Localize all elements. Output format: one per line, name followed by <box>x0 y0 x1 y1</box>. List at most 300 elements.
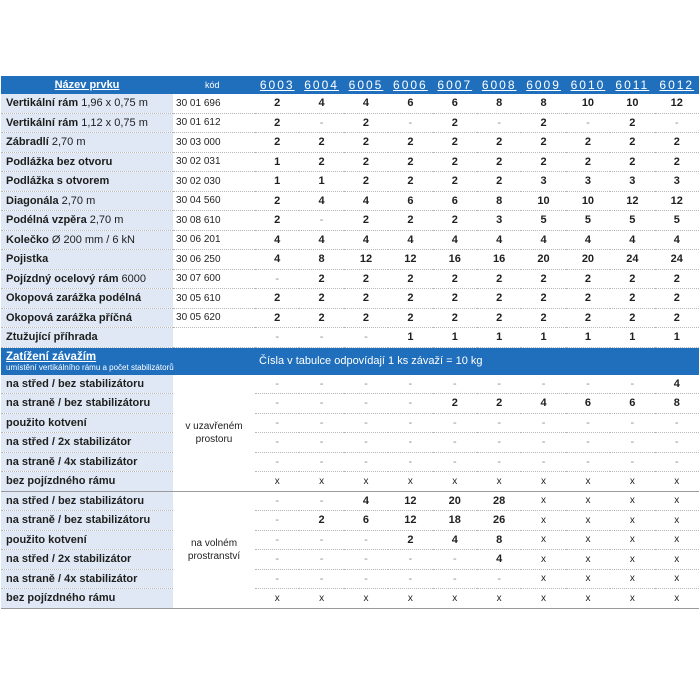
component-code: 30 06 201 <box>173 230 255 250</box>
value-cell-6004: x <box>299 472 343 492</box>
value-cell-6007: 2 <box>433 394 477 414</box>
value-cell-6003: - <box>255 269 299 289</box>
value-cell-6003: - <box>255 530 299 550</box>
column-header-name[interactable]: Název prvku <box>1 76 173 94</box>
load-title: Zatížení závažím <box>6 350 97 363</box>
component-name-detail: 1,96 x 0,75 m <box>78 97 148 110</box>
value-cell-6009: 4 <box>521 230 565 250</box>
value-cell-6012: 8 <box>655 394 699 414</box>
value-cell-6003: - <box>255 433 299 453</box>
value-cell-6012: 2 <box>655 308 699 328</box>
value-cell-6004: 4 <box>299 191 343 211</box>
value-cell-6012: 2 <box>655 289 699 309</box>
value-cell-6005: 2 <box>344 269 388 289</box>
column-header-model-6004[interactable]: 6004 <box>299 76 343 94</box>
value-cell-6012: 4 <box>655 375 699 394</box>
value-cell-6005: x <box>344 589 388 609</box>
value-cell-6005: 4 <box>344 491 388 511</box>
value-cell-6004: - <box>299 550 343 570</box>
column-header-model-6007[interactable]: 6007 <box>433 76 477 94</box>
component-name <box>1 113 173 133</box>
value-cell-6008: 8 <box>477 530 521 550</box>
value-cell-6008: - <box>477 375 521 394</box>
column-header-model-6008[interactable]: 6008 <box>477 76 521 94</box>
component-name-bold: Ztužující příhrada <box>6 331 98 344</box>
component-code: 30 02 031 <box>173 152 255 172</box>
load-condition: na straně / bez stabilizátoru <box>1 394 173 414</box>
value-cell-6011: - <box>610 375 654 394</box>
load-condition: bez pojízdného rámu <box>1 472 173 492</box>
value-cell-6008: 2 <box>477 289 521 309</box>
load-row <box>1 589 699 609</box>
table-row <box>1 172 699 192</box>
component-name <box>1 308 173 328</box>
value-cell-6005: 6 <box>344 511 388 531</box>
value-cell-6004: 4 <box>299 230 343 250</box>
component-name-bold: Pojízdný ocelový rám <box>6 272 119 285</box>
value-cell-6007: 2 <box>433 172 477 192</box>
load-row <box>1 472 699 492</box>
load-condition: použito kotvení <box>1 413 173 433</box>
value-cell-6006: x <box>388 472 432 492</box>
value-cell-6007: - <box>433 433 477 453</box>
value-cell-6008: 8 <box>477 94 521 113</box>
value-cell-6012: x <box>655 569 699 589</box>
value-cell-6010: x <box>566 550 610 570</box>
value-cell-6009: x <box>521 550 565 570</box>
value-cell-6007: 16 <box>433 250 477 270</box>
value-cell-6006: 1 <box>388 328 432 348</box>
component-name <box>1 289 173 309</box>
value-cell-6010: - <box>566 413 610 433</box>
value-cell-6010: - <box>566 452 610 472</box>
value-cell-6008: 2 <box>477 308 521 328</box>
value-cell-6004: - <box>299 569 343 589</box>
value-cell-6006: 12 <box>388 511 432 531</box>
component-name-bold: Kolečko <box>6 233 49 246</box>
value-cell-6008: x <box>477 472 521 492</box>
value-cell-6010: 1 <box>566 328 610 348</box>
table-row <box>1 152 699 172</box>
value-cell-6008: 2 <box>477 172 521 192</box>
value-cell-6010: - <box>566 433 610 453</box>
component-code: 30 07 600 <box>173 269 255 289</box>
value-cell-6009: 10 <box>521 191 565 211</box>
value-cell-6012: - <box>655 433 699 453</box>
component-name <box>1 211 173 231</box>
component-code: 30 08 610 <box>173 211 255 231</box>
value-cell-6009: - <box>521 433 565 453</box>
value-cell-6010: x <box>566 491 610 511</box>
value-cell-6010: - <box>566 113 610 133</box>
value-cell-6005: 2 <box>344 113 388 133</box>
table-row <box>1 113 699 133</box>
value-cell-6005: - <box>344 328 388 348</box>
value-cell-6007: 20 <box>433 491 477 511</box>
value-cell-6007: - <box>433 375 477 394</box>
value-cell-6010: x <box>566 472 610 492</box>
value-cell-6004: - <box>299 113 343 133</box>
load-row <box>1 569 699 589</box>
component-name <box>1 191 173 211</box>
value-cell-6003: 2 <box>255 94 299 113</box>
value-cell-6012: x <box>655 589 699 609</box>
group-label: v uzavřeném prostoru <box>173 375 255 492</box>
value-cell-6010: x <box>566 511 610 531</box>
load-condition: na straně / 4x stabilizátor <box>1 452 173 472</box>
load-condition: na straně / bez stabilizátoru <box>1 511 173 531</box>
value-cell-6007: x <box>433 589 477 609</box>
value-cell-6007: 2 <box>433 269 477 289</box>
value-cell-6011: 3 <box>610 172 654 192</box>
load-row <box>1 394 699 414</box>
value-cell-6011: x <box>610 491 654 511</box>
load-row <box>1 433 699 453</box>
load-row <box>1 452 699 472</box>
value-cell-6003: 2 <box>255 289 299 309</box>
component-name-detail: 2,70 m <box>48 136 86 149</box>
value-cell-6012: 4 <box>655 230 699 250</box>
component-name-detail: 2,70 m <box>58 194 96 207</box>
component-name-bold: Podlážka s otvorem <box>6 175 110 188</box>
column-header-model-6012[interactable]: 6012 <box>655 76 699 94</box>
value-cell-6006: x <box>388 589 432 609</box>
value-cell-6004: 2 <box>299 269 343 289</box>
value-cell-6004: x <box>299 589 343 609</box>
value-cell-6005: - <box>344 530 388 550</box>
value-cell-6012: x <box>655 511 699 531</box>
value-cell-6008: 2 <box>477 152 521 172</box>
value-cell-6005: 2 <box>344 152 388 172</box>
table-row <box>1 133 699 153</box>
load-note: Čísla v tabulce odpovídají 1 ks závaží = 10 kg <box>255 347 699 375</box>
table-row <box>1 94 699 113</box>
component-name-bold: Podélná vzpěra <box>6 214 87 227</box>
column-header-model-6010[interactable]: 6010 <box>566 76 610 94</box>
value-cell-6007: 2 <box>433 133 477 153</box>
value-cell-6008: 3 <box>477 211 521 231</box>
value-cell-6006: 6 <box>388 191 432 211</box>
component-name <box>1 269 173 289</box>
component-code: 30 04 560 <box>173 191 255 211</box>
column-header-model-6003[interactable]: 6003 <box>255 76 299 94</box>
load-condition: na straně / 4x stabilizátor <box>1 569 173 589</box>
value-cell-6006: 6 <box>388 94 432 113</box>
value-cell-6006: 2 <box>388 133 432 153</box>
table-row <box>1 269 699 289</box>
value-cell-6011: x <box>610 569 654 589</box>
value-cell-6012: x <box>655 550 699 570</box>
value-cell-6003: 2 <box>255 191 299 211</box>
component-name <box>1 152 173 172</box>
component-name <box>1 250 173 270</box>
component-name-bold: Okopová zarážka podélná <box>6 292 142 305</box>
value-cell-6010: 2 <box>566 152 610 172</box>
value-cell-6007: - <box>433 550 477 570</box>
component-code: 30 05 610 <box>173 289 255 309</box>
value-cell-6004: 2 <box>299 511 343 531</box>
value-cell-6008: 4 <box>477 550 521 570</box>
value-cell-6004: - <box>299 413 343 433</box>
value-cell-6009: 4 <box>521 394 565 414</box>
component-name-bold: Okopová zarážka příčná <box>6 311 132 324</box>
component-code: 30 05 620 <box>173 308 255 328</box>
value-cell-6009: x <box>521 530 565 550</box>
value-cell-6008: 4 <box>477 230 521 250</box>
component-code: 30 06 250 <box>173 250 255 270</box>
component-code: 30 03 000 <box>173 133 255 153</box>
component-name <box>1 133 173 153</box>
value-cell-6003: - <box>255 413 299 433</box>
value-cell-6003: - <box>255 394 299 414</box>
value-cell-6011: - <box>610 413 654 433</box>
value-cell-6006: 2 <box>388 152 432 172</box>
value-cell-6010: 10 <box>566 191 610 211</box>
value-cell-6009: x <box>521 472 565 492</box>
component-name <box>1 94 173 113</box>
value-cell-6007: x <box>433 472 477 492</box>
value-cell-6010: - <box>566 375 610 394</box>
value-cell-6003: - <box>255 511 299 531</box>
value-cell-6008: 2 <box>477 394 521 414</box>
value-cell-6003: - <box>255 569 299 589</box>
load-condition: na střed / bez stabilizátoru <box>1 491 173 511</box>
value-cell-6003: 2 <box>255 308 299 328</box>
value-cell-6005: - <box>344 550 388 570</box>
value-cell-6007: - <box>433 569 477 589</box>
value-cell-6004: 1 <box>299 172 343 192</box>
value-cell-6009: 2 <box>521 152 565 172</box>
value-cell-6003: x <box>255 472 299 492</box>
value-cell-6004: 2 <box>299 308 343 328</box>
load-condition: bez pojízdného rámu <box>1 589 173 609</box>
value-cell-6006: 12 <box>388 491 432 511</box>
value-cell-6004: - <box>299 433 343 453</box>
load-subtitle: umístění vertikálního rámu a počet stabilizátorů <box>6 362 174 372</box>
load-section-header <box>1 347 699 375</box>
value-cell-6009: 2 <box>521 289 565 309</box>
value-cell-6012: - <box>655 113 699 133</box>
value-cell-6011: - <box>610 452 654 472</box>
value-cell-6009: - <box>521 452 565 472</box>
value-cell-6012: 2 <box>655 152 699 172</box>
value-cell-6005: - <box>344 569 388 589</box>
value-cell-6004: - <box>299 211 343 231</box>
column-header-model-6005[interactable]: 6005 <box>344 76 388 94</box>
value-cell-6011: 2 <box>610 308 654 328</box>
value-cell-6008: 1 <box>477 328 521 348</box>
component-name <box>1 230 173 250</box>
value-cell-6003: 1 <box>255 152 299 172</box>
value-cell-6010: x <box>566 569 610 589</box>
value-cell-6003: - <box>255 375 299 394</box>
component-name-detail: 6000 <box>118 272 147 285</box>
value-cell-6011: 2 <box>610 269 654 289</box>
value-cell-6012: 1 <box>655 328 699 348</box>
value-cell-6011: 12 <box>610 191 654 211</box>
value-cell-6005: 2 <box>344 289 388 309</box>
value-cell-6011: 10 <box>610 94 654 113</box>
component-name <box>1 328 173 348</box>
table-row <box>1 328 699 348</box>
value-cell-6009: 5 <box>521 211 565 231</box>
value-cell-6005: 12 <box>344 250 388 270</box>
value-cell-6012: x <box>655 472 699 492</box>
value-cell-6004: 4 <box>299 94 343 113</box>
load-row <box>1 511 699 531</box>
component-code: 30 02 030 <box>173 172 255 192</box>
value-cell-6004: 2 <box>299 289 343 309</box>
value-cell-6004: - <box>299 452 343 472</box>
value-cell-6009: 2 <box>521 113 565 133</box>
value-cell-6011: x <box>610 511 654 531</box>
load-condition: na střed / bez stabilizátoru <box>1 375 173 394</box>
value-cell-6005: - <box>344 433 388 453</box>
value-cell-6007: 4 <box>433 530 477 550</box>
component-code: 30 01 696 <box>173 94 255 113</box>
value-cell-6012: x <box>655 491 699 511</box>
component-name-bold: Zábradlí <box>6 136 49 149</box>
value-cell-6005: - <box>344 375 388 394</box>
value-cell-6009: 2 <box>521 133 565 153</box>
value-cell-6008: 2 <box>477 269 521 289</box>
load-condition: na střed / 2x stabilizátor <box>1 550 173 570</box>
value-cell-6009: 8 <box>521 94 565 113</box>
value-cell-6008: - <box>477 452 521 472</box>
table-row <box>1 191 699 211</box>
value-cell-6006: - <box>388 413 432 433</box>
value-cell-6011: x <box>610 530 654 550</box>
value-cell-6009: 1 <box>521 328 565 348</box>
value-cell-6009: - <box>521 375 565 394</box>
component-name-bold: Pojistka <box>6 253 49 266</box>
value-cell-6004: 8 <box>299 250 343 270</box>
value-cell-6006: 12 <box>388 250 432 270</box>
value-cell-6008: 26 <box>477 511 521 531</box>
component-name-bold: Diagonála <box>6 194 59 207</box>
value-cell-6009: 2 <box>521 269 565 289</box>
value-cell-6011: 2 <box>610 113 654 133</box>
value-cell-6011: x <box>610 550 654 570</box>
value-cell-6006: 2 <box>388 172 432 192</box>
value-cell-6012: 2 <box>655 269 699 289</box>
value-cell-6007: 2 <box>433 113 477 133</box>
load-condition: na střed / 2x stabilizátor <box>1 433 173 453</box>
value-cell-6009: 3 <box>521 172 565 192</box>
load-row <box>1 530 699 550</box>
load-title-cell <box>1 347 255 375</box>
value-cell-6006: 2 <box>388 530 432 550</box>
value-cell-6009: x <box>521 569 565 589</box>
column-header-model-6011[interactable]: 6011 <box>610 76 654 94</box>
value-cell-6003: 4 <box>255 250 299 270</box>
value-cell-6005: x <box>344 472 388 492</box>
value-cell-6010: 2 <box>566 289 610 309</box>
column-header-code: kód <box>173 76 255 94</box>
value-cell-6006: 2 <box>388 269 432 289</box>
value-cell-6004: - <box>299 530 343 550</box>
column-header-model-6009[interactable]: 6009 <box>521 76 565 94</box>
value-cell-6006: 2 <box>388 308 432 328</box>
value-cell-6012: 2 <box>655 133 699 153</box>
value-cell-6005: 2 <box>344 133 388 153</box>
value-cell-6007: 18 <box>433 511 477 531</box>
value-cell-6008: 8 <box>477 191 521 211</box>
value-cell-6006: 2 <box>388 289 432 309</box>
value-cell-6007: 1 <box>433 328 477 348</box>
table-row <box>1 289 699 309</box>
component-name-bold: Podlážka bez otvoru <box>6 155 113 168</box>
product-table-container <box>1 76 699 609</box>
value-cell-6009: - <box>521 413 565 433</box>
load-condition: použito kotvení <box>1 530 173 550</box>
value-cell-6011: 1 <box>610 328 654 348</box>
value-cell-6003: 4 <box>255 230 299 250</box>
value-cell-6011: 6 <box>610 394 654 414</box>
value-cell-6007: - <box>433 452 477 472</box>
value-cell-6007: 2 <box>433 308 477 328</box>
value-cell-6011: 5 <box>610 211 654 231</box>
value-cell-6004: - <box>299 394 343 414</box>
value-cell-6008: - <box>477 433 521 453</box>
value-cell-6006: - <box>388 433 432 453</box>
value-cell-6003: 2 <box>255 211 299 231</box>
value-cell-6005: 4 <box>344 191 388 211</box>
product-table <box>1 76 699 609</box>
table-row <box>1 230 699 250</box>
value-cell-6012: 5 <box>655 211 699 231</box>
value-cell-6007: - <box>433 413 477 433</box>
value-cell-6004: 2 <box>299 133 343 153</box>
value-cell-6010: 6 <box>566 394 610 414</box>
load-row <box>1 375 699 394</box>
value-cell-6011: 24 <box>610 250 654 270</box>
value-cell-6009: 20 <box>521 250 565 270</box>
value-cell-6003: 1 <box>255 172 299 192</box>
value-cell-6008: - <box>477 113 521 133</box>
value-cell-6010: x <box>566 530 610 550</box>
value-cell-6006: - <box>388 113 432 133</box>
value-cell-6004: 2 <box>299 152 343 172</box>
value-cell-6010: 2 <box>566 133 610 153</box>
component-name-detail: Ø 200 mm / 6 kN <box>48 233 135 246</box>
value-cell-6012: - <box>655 413 699 433</box>
value-cell-6010: 3 <box>566 172 610 192</box>
value-cell-6005: 4 <box>344 94 388 113</box>
value-cell-6008: x <box>477 589 521 609</box>
value-cell-6010: 10 <box>566 94 610 113</box>
component-name-bold: Vertikální rám <box>6 97 79 110</box>
value-cell-6007: 6 <box>433 191 477 211</box>
value-cell-6010: 20 <box>566 250 610 270</box>
value-cell-6006: - <box>388 569 432 589</box>
component-name <box>1 172 173 192</box>
value-cell-6012: 24 <box>655 250 699 270</box>
value-cell-6011: 2 <box>610 152 654 172</box>
component-code <box>173 328 255 348</box>
value-cell-6012: 12 <box>655 191 699 211</box>
value-cell-6005: - <box>344 452 388 472</box>
value-cell-6012: x <box>655 530 699 550</box>
value-cell-6003: 2 <box>255 133 299 153</box>
column-header-model-6006[interactable]: 6006 <box>388 76 432 94</box>
value-cell-6003: - <box>255 491 299 511</box>
value-cell-6011: 2 <box>610 133 654 153</box>
value-cell-6006: - <box>388 550 432 570</box>
value-cell-6003: 2 <box>255 113 299 133</box>
component-code: 30 01 612 <box>173 113 255 133</box>
value-cell-6012: 12 <box>655 94 699 113</box>
